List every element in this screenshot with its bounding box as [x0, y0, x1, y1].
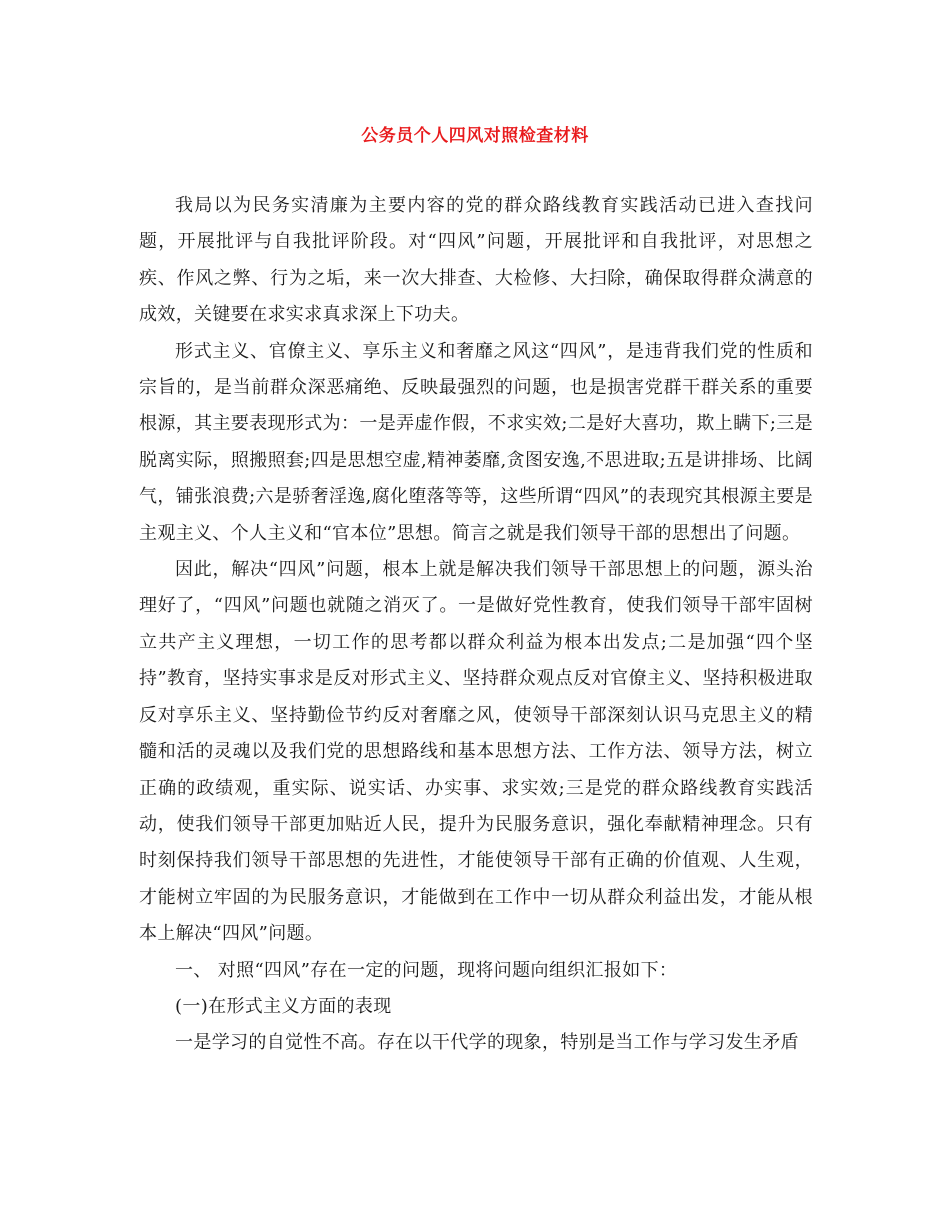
paragraph-intro: 我局以为民务实清廉为主要内容的党的群众路线教育实践活动已进入查找问题，开展批评与自我批评阶段。对“四风”问题，开展批评和自我批评，对思想之疾、作风之弊、行为之垢，来一次大排查、大检修、大扫除，确保取得群众满意的成效，关键要在求实求真求深上下功夫。 — [139, 195, 813, 326]
section-heading-problems: 一、 对照“四风”存在一定的问题，现将问题向组织汇报如下： — [175, 959, 678, 981]
document-body — [139, 188, 813, 1062]
paragraph-point-one: 一是学习的自觉性不高。存在以干代学的现象，特别是当工作与学习发生矛盾 — [175, 1032, 799, 1054]
paragraph-solution: 因此，解决“四风”问题，根本上就是解决我们领导干部思想上的问题，源头治理好了，“四风”问题也就随之消灭了。一是做好党性教育，使我们领导干部牢固树立共产主义理想，一切工作的思考都以群众利益为根本出发点;二是加强“四个坚持”教育，坚持实事求是反对形式主义、坚持群众观点反对官僚主义、坚持积极进取反对享乐主义、坚持勤俭节约反对奢靡之风，使领导干部深刻认识马克思主义的精髓和活的灵魂以及我们党的思想路线和基本思想方法、工作方法、领导方法，树立正确的政绩观，重实际、说实话、办实事、求实效;三是党的群众路线教育实践活动，使我们领导干部更加贴近人民，提升为民服务意识，强化奉献精神理念。只有时刻保持我们领导干部思想的先进性，才能使领导干部有正确的价值观、人生观，才能树立牢固的为民服务意识，才能做到在工作中一切从群众利益出发，才能从根本上解决“四风”问题。 — [139, 559, 813, 945]
subsection-heading-formalism: (一)在形式主义方面的表现 — [175, 995, 392, 1017]
paragraph-four-winds-definition: 形式主义、官僚主义、享乐主义和奢靡之风这“四风”，是违背我们党的性质和宗旨的，是当前群众深恶痛绝、反映最强烈的问题，也是损害党群干群关系的重要根源，其主要表现形式为：一是弄虚作假，不求实效;二是好大喜功，欺上瞒下;三是脱离实际，照搬照套;四是思想空虚,精神萎靡,贪图安逸,不思进取;五是讲排场、比阔气，铺张浪费;六是骄奢淫逸,腐化堕落等等，这些所谓“四风”的表现究其根源主要是主观主义、个人主义和“官本位”思想。简言之就是我们领导干部的思想出了问题。 — [139, 340, 813, 544]
document-title: 公务员个人四风对照检查材料 — [361, 126, 589, 146]
